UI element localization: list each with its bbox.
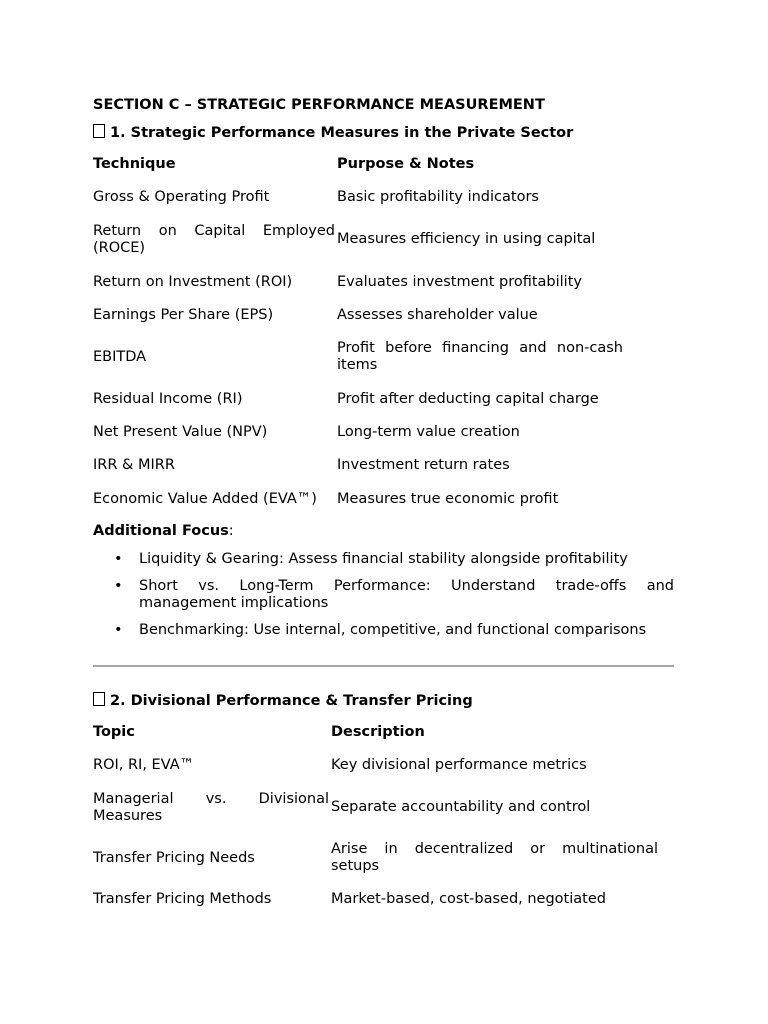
table-row-technique: Net Present Value (NPV) (93, 424, 268, 440)
list-item: Liquidity & Gearing: Assess financial stability alongside profitability (139, 551, 628, 567)
table-row-purpose: Profit after deducting capital charge (337, 391, 599, 407)
missing-glyph-icon (93, 692, 105, 706)
missing-glyph-icon (93, 124, 105, 138)
part2-col-description: Description (331, 724, 425, 740)
table-row-topic: Transfer Pricing Needs (93, 850, 255, 866)
table-row-technique: Economic Value Added (EVA™) (93, 491, 317, 507)
table-row-technique: IRR & MIRR (93, 457, 175, 473)
additional-focus-colon: : (228, 523, 234, 539)
table-row-technique: EBITDA (93, 349, 147, 365)
table-row-description: Arise in decentralized or multinational setups (331, 841, 658, 874)
table-row-topic: Transfer Pricing Methods (93, 891, 272, 907)
table-row-technique: Gross & Operating Profit (93, 189, 270, 205)
part1-heading-text: 1. Strategic Performance Measures in the Private Sector (110, 125, 574, 141)
bullet-icon: • (114, 551, 123, 567)
horizontal-divider (93, 665, 674, 667)
section-title: SECTION C – STRATEGIC PERFORMANCE MEASUREMENT (93, 97, 545, 113)
table-row-purpose: Assesses shareholder value (337, 307, 538, 323)
table-row-description: Market-based, cost-based, negotiated (331, 891, 606, 907)
table-row-description: Separate accountability and control (331, 799, 591, 815)
part1-col-technique: Technique (93, 156, 176, 172)
table-row-purpose: Measures efficiency in using capital (337, 231, 596, 247)
table-row-topic: ROI, RI, EVA™ (93, 757, 195, 773)
table-row-purpose: Evaluates investment profitability (337, 274, 582, 290)
bullet-icon: • (114, 578, 123, 594)
part1-col-purpose: Purpose & Notes (337, 156, 475, 172)
table-row-purpose: Long-term value creation (337, 424, 520, 440)
additional-focus-label (93, 523, 234, 540)
table-row-purpose: Measures true economic profit (337, 491, 559, 507)
table-row-technique: Return on Capital Employed (ROCE) (93, 223, 335, 256)
part2-heading (93, 692, 473, 710)
table-row-topic: Managerial vs. Divisional Measures (93, 791, 329, 824)
bullet-icon: • (114, 622, 123, 638)
list-item: Benchmarking: Use internal, competitive, and functional comparisons (139, 622, 647, 638)
part1-heading (93, 124, 573, 142)
part2-heading-text: 2. Divisional Performance & Transfer Pricing (110, 693, 473, 709)
table-row-description: Key divisional performance metrics (331, 757, 587, 773)
list-item: Short vs. Long-Term Performance: Understand trade-offs and management implications (139, 578, 674, 611)
table-row-purpose: Investment return rates (337, 457, 510, 473)
table-row-purpose: Profit before financing and non-cash items (337, 340, 623, 373)
additional-focus-title: Additional Focus (93, 523, 229, 539)
table-row-technique: Return on Investment (ROI) (93, 274, 293, 290)
table-row-technique: Residual Income (RI) (93, 391, 243, 407)
part2-col-topic: Topic (93, 724, 135, 740)
table-row-purpose: Basic profitability indicators (337, 189, 539, 205)
table-row-technique: Earnings Per Share (EPS) (93, 307, 274, 323)
